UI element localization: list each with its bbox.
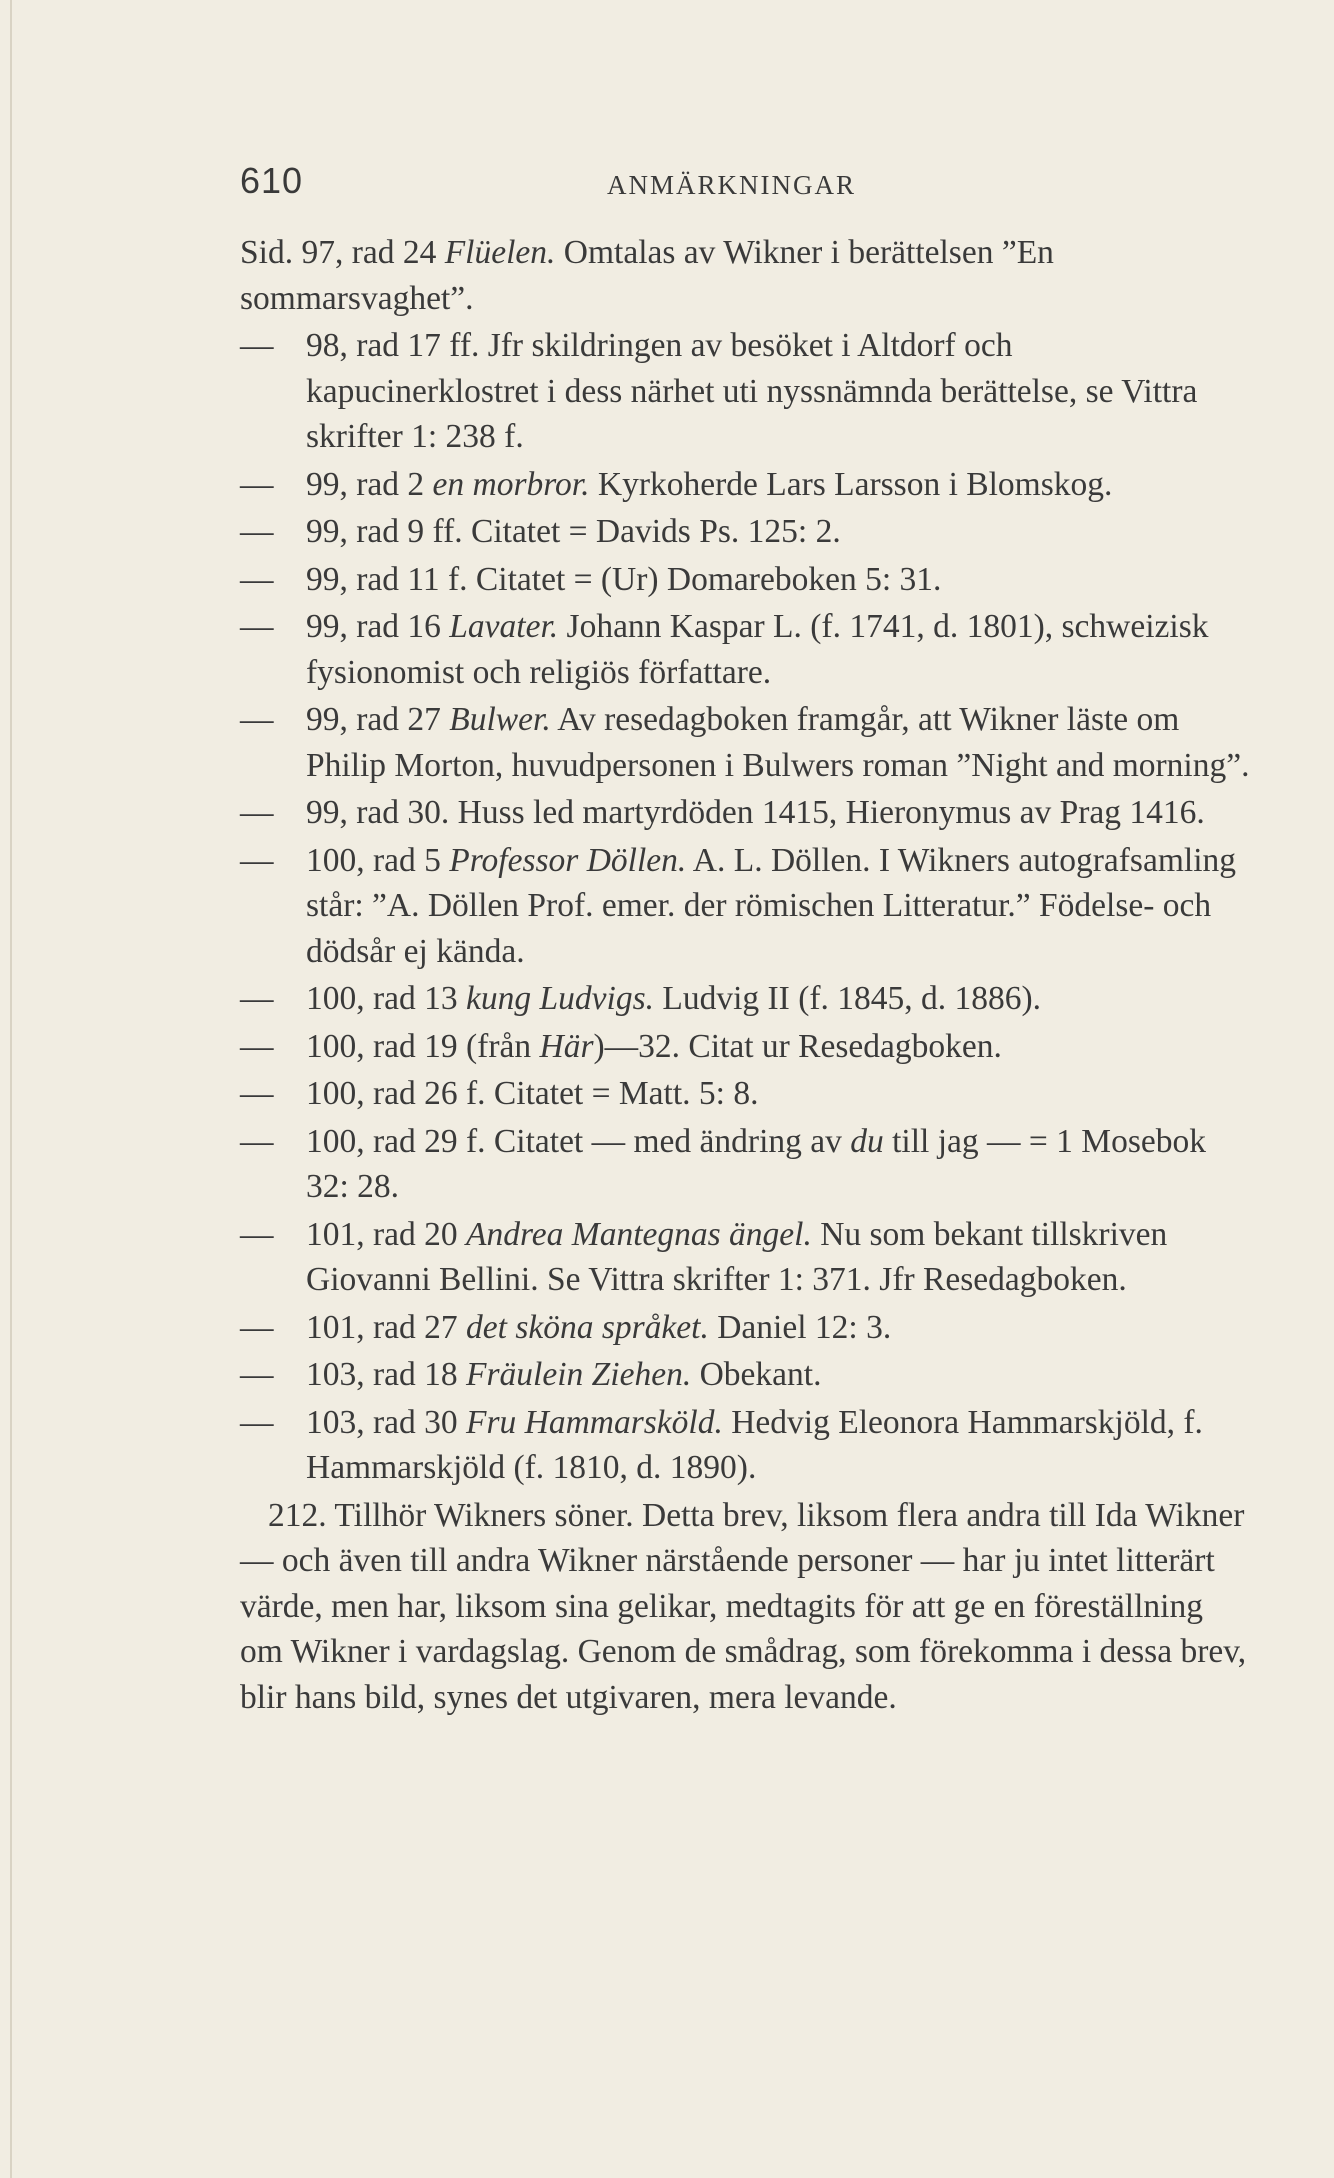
entry-comment: Omtalas av Wikner i berättelsen ”En sommarsvaghet”. xyxy=(240,234,1054,317)
entry-comment: Daniel 12: 3. xyxy=(708,1308,892,1346)
entry-reference: 103, rad 30 xyxy=(306,1403,467,1441)
entry-reference: 99, rad 9 ff. Citatet = Davids Ps. 125: 2. xyxy=(306,513,841,550)
entry-dash: — xyxy=(240,701,274,738)
annotation-entry xyxy=(240,790,1250,836)
entry-reference: 99, rad 27 xyxy=(306,701,450,738)
annotation-entry xyxy=(240,976,1250,1022)
annotation-entry xyxy=(240,323,1250,460)
entry-dash: — xyxy=(240,513,274,550)
entry-comment: Hedvig Eleonora Hammarskjöld, f. Hammarskjöld (f. 1810, d. 1890). xyxy=(306,1403,1203,1486)
entry-dash: — xyxy=(240,980,274,1017)
annotation-entry xyxy=(240,1212,1250,1303)
entry-dash: — xyxy=(240,1308,274,1346)
entry-dash: — xyxy=(240,465,274,503)
entry-reference: 99, rad 2 xyxy=(306,465,433,503)
entry-comment: Kyrkoherde Lars Larsson i Blomskog. xyxy=(589,465,1113,503)
entry-comment: Ludvig II (f. 1845, d. 1886). xyxy=(654,980,1042,1017)
entry-reference: 100, rad 29 f. Citatet — med ändring av xyxy=(306,1122,851,1160)
annotations-text xyxy=(240,230,1250,1720)
annotation-entry xyxy=(240,1352,1250,1398)
entry-dash: — xyxy=(240,608,274,645)
entry-dash: — xyxy=(240,794,274,831)
entry-keyword: Flüelen. xyxy=(444,234,556,271)
annotation-entry xyxy=(240,697,1250,788)
running-head: ANMÄRKNINGAR xyxy=(607,170,857,200)
annotation-entry xyxy=(240,1119,1250,1210)
entry-keyword: du xyxy=(850,1122,884,1160)
entry-comment: A. L. Döllen. I Wikners autografsamling står: ”A. Döllen Prof. emer. der römischen Litteratur.” Födelse- och dödsår ej kända. xyxy=(306,841,1237,970)
entry-dash: — xyxy=(240,1403,274,1441)
annotation-entry xyxy=(240,1024,1250,1070)
entry-reference: 101, rad 20 xyxy=(306,1215,467,1253)
annotation-entry xyxy=(240,1400,1250,1491)
entry-reference: Sid. 97, rad 24 xyxy=(240,234,445,271)
entry-comment: Obekant. xyxy=(691,1356,822,1393)
entry-dash: — xyxy=(240,327,274,364)
annotation-entry xyxy=(240,557,1250,603)
annotation-list xyxy=(240,230,1250,1491)
letter-note-paragraph: 212. Tillhör Wikners söner. Detta brev, liksom flera andra till Ida Wikner — och även till andra Wikner närstående personer — har ju intet litterärt värde, men har, liksom sina gelikar, medtagits för att ge en föreställning om Wikner i vardagslag. Genom de smådrag, som förekomma i dessa brev, blir hans bild, synes det utgivaren, mera levande. xyxy=(240,1496,1247,1716)
entry-keyword: Professor Döllen. xyxy=(449,841,687,879)
annotation-entry xyxy=(240,230,1250,321)
annotation-entry xyxy=(240,604,1250,695)
entry-reference: 98, rad 17 ff. Jfr skildringen av besöket i Altdorf och kapucinerklostret i dess närhet uti nyssnämnda berättelse, se Vittra skrifter 1: 238 f. xyxy=(306,327,1198,455)
entry-comment: )—32. Citat ur Resedagboken. xyxy=(593,1027,1002,1065)
annotation-entry xyxy=(240,462,1250,508)
entry-keyword: Fru Hammarsköld. xyxy=(466,1403,723,1441)
entry-comment: Johann Kaspar L. (f. 1741, d. 1801), schweizisk fysionomist och religiös författare. xyxy=(306,608,1209,691)
entry-keyword: Fräulein Ziehen. xyxy=(466,1356,692,1393)
entry-dash: — xyxy=(240,841,274,879)
entry-keyword: Lavater. xyxy=(449,608,559,645)
entry-keyword: kung Ludvigs. xyxy=(466,980,654,1017)
entry-dash: — xyxy=(240,560,274,598)
entry-keyword: en morbror. xyxy=(432,465,590,503)
entry-reference: 100, rad 13 xyxy=(306,980,467,1017)
entry-reference: 100, rad 5 xyxy=(306,841,450,879)
entry-dash: — xyxy=(240,1075,274,1112)
annotation-entry xyxy=(240,509,1250,555)
annotation-entry xyxy=(240,838,1250,975)
annotation-entry xyxy=(240,1305,1250,1351)
entry-reference: 101, rad 27 xyxy=(306,1308,467,1346)
entry-comment: Av resedagboken framgår, att Wikner läste om Philip Morton, huvudpersonen i Bulwers roman ”Night and morning”. xyxy=(306,701,1250,784)
entry-comment: Nu som bekant tillskriven Giovanni Bellini. Se Vittra skrifter 1: 371. Jfr Resedagboken. xyxy=(306,1215,1168,1298)
entry-dash: — xyxy=(240,1027,274,1065)
entry-keyword: det sköna språket. xyxy=(466,1308,709,1346)
annotation-entry xyxy=(240,1071,1250,1117)
entry-reference: 100, rad 19 (från xyxy=(306,1027,540,1065)
entry-dash: — xyxy=(240,1215,274,1253)
entry-reference: 103, rad 18 xyxy=(306,1356,467,1393)
entry-dash: — xyxy=(240,1356,274,1393)
page-edge-line xyxy=(10,0,12,2178)
entry-reference: 99, rad 11 f. Citatet = (Ur) Domareboken 5: 31. xyxy=(306,560,942,598)
entry-keyword: Här xyxy=(539,1027,594,1065)
entry-reference: 100, rad 26 f. Citatet = Matt. 5: 8. xyxy=(306,1075,759,1112)
entry-reference: 99, rad 30. Huss led martyrdöden 1415, Hieronymus av Prag 1416. xyxy=(306,794,1205,831)
entry-reference: 99, rad 16 xyxy=(306,608,450,645)
entry-keyword: Bulwer. xyxy=(449,701,551,738)
entry-keyword: Andrea Mantegnas ängel. xyxy=(466,1215,812,1253)
entry-comment: till jag — = 1 Mosebok 32: 28. xyxy=(306,1122,1206,1205)
page-number: 610 xyxy=(240,160,304,201)
entry-dash: — xyxy=(240,1122,274,1160)
